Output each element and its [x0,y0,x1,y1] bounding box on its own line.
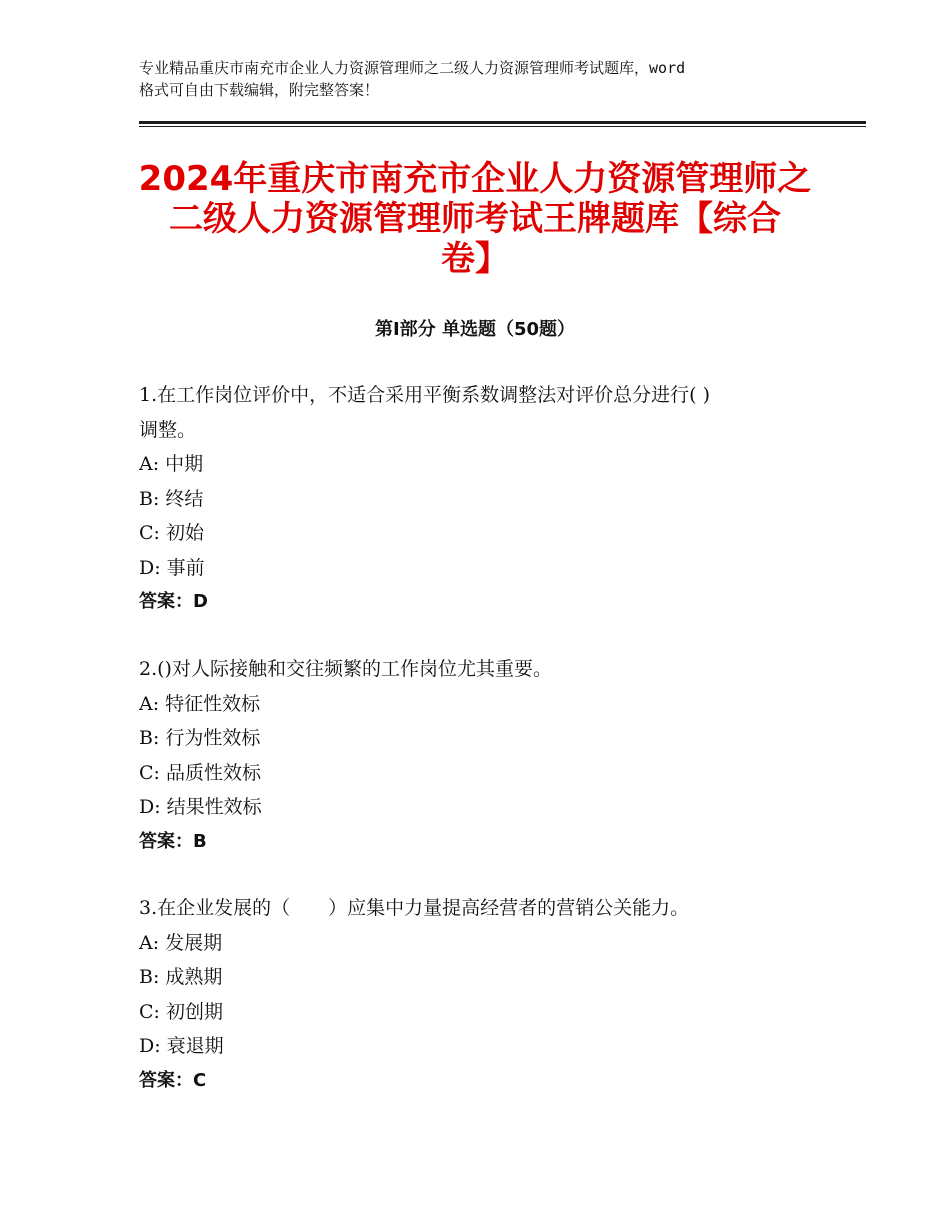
question-3 [139,891,829,1098]
section-heading: 第Ⅰ部分 单选题（50题） [374,319,575,340]
option-a: A: 发展期 [139,931,223,954]
title-line-3: 卷】 [441,239,509,279]
answer: 答案：D [139,591,208,612]
option-c: C: 初始 [139,522,204,544]
question-stem-continued: 调整。 [139,418,197,441]
option-a: A: 中期 [139,453,204,475]
question-stem: 1.在工作岗位评价中，不适合采用平衡系数调整法对评价总分进行( ) [139,384,710,406]
header-rule-thin [139,126,866,127]
question-1 [139,378,829,620]
option-b: B: 终结 [139,487,204,510]
question-stem: 2.()对人际接触和交往频繁的工作岗位尤其重要。 [139,658,552,680]
option-d: D: 结果性效标 [139,796,262,818]
option-c: C: 品质性效标 [139,761,261,784]
option-c: C: 初创期 [139,1000,223,1023]
header-note [139,57,829,101]
title-line-2: 二级人力资源管理师考试王牌题库【综合 [169,199,781,239]
answer: 答案：C [139,1069,207,1091]
question-stem: 3.在企业发展的（ ）应集中力量提高经营者的营销公关能力。 [139,897,690,919]
title-line-1: 2024年重庆市南充市企业人力资源管理师之 [138,159,812,199]
header-rule-thick [139,121,866,124]
header-note-line-1: 专业精品重庆市南充市企业人力资源管理师之二级人力资源管理师考试题库，word [139,59,686,77]
header-note-line-2: 格式可自由下载编辑，附完整答案！ [139,81,380,99]
option-b: B: 行为性效标 [139,727,261,749]
option-b: B: 成熟期 [139,966,223,988]
question-2 [139,652,829,859]
document-title [120,159,830,279]
option-a: A: 特征性效标 [139,692,261,715]
option-d: D: 衰退期 [139,1035,224,1057]
answer: 答案：B [139,830,207,852]
option-d: D: 事前 [139,556,205,579]
